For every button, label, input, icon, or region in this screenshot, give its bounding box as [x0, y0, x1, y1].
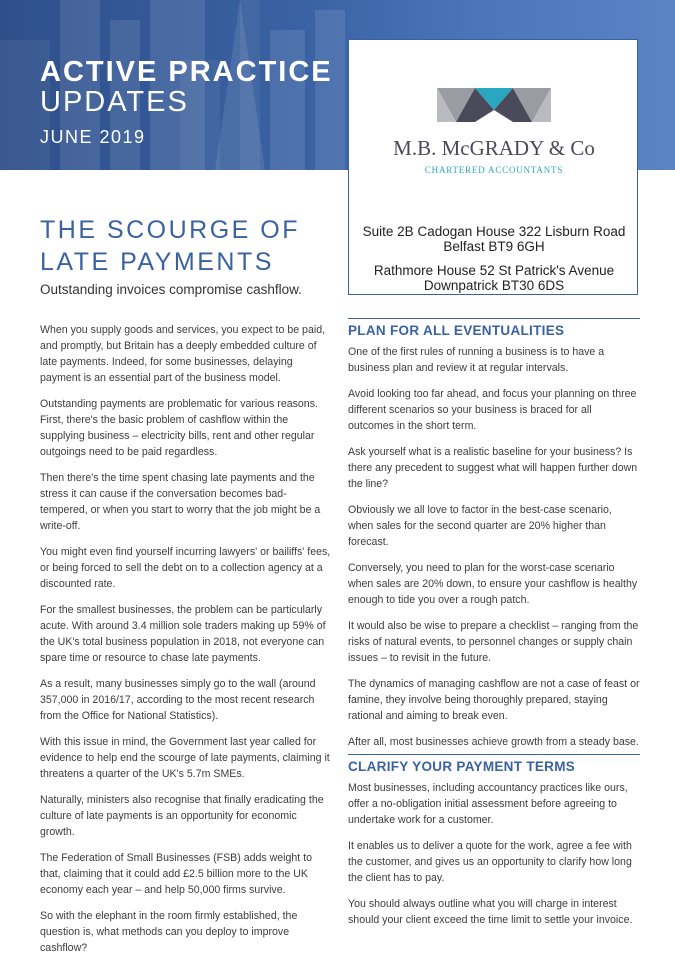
article-title-line: LATE PAYMENTS — [40, 248, 274, 276]
firm-logo-icon — [437, 88, 551, 122]
address-line: Rathmore House 52 St Patrick's Avenue — [373, 263, 615, 278]
paragraph: Outstanding payments are problematic for various reasons. First, there's the basic problem of cashflow within the supplying business – electricity bills, rent and other regular outgoings need to be paid regardless. — [40, 398, 318, 458]
article-subtitle: Outstanding invoices compromise cashflow. — [40, 282, 302, 297]
newsletter-title-line2: UPDATES — [40, 86, 189, 118]
section-heading: PLAN FOR ALL EVENTUALITIES — [348, 318, 640, 338]
paragraph: You might even find yourself incurring lawyers' or bailiffs' fees, or being forced to sell the debt on to a collection agency at a discounted rate. — [40, 546, 331, 590]
paragraph: Most businesses, including accountancy practices like ours, offer a no-obligation initial assessment before agreeing to undertake work for a customer. — [348, 782, 628, 826]
article-title-line: THE SCOURGE OF — [40, 216, 301, 244]
paragraph: Avoid looking too far ahead, and focus your planning on three different scenarios so your business is braced for all outcomes in the short term. — [348, 388, 637, 432]
paragraph: With this issue in mind, the Government last year called for evidence to help end the scourge of late payments, claiming it threatens a quarter of the UK's 5.7m SMEs. — [40, 736, 330, 780]
newsletter-title: ACTIVE PRACTICE — [40, 56, 333, 88]
firm-name: M.B. McGRADY & Co — [393, 136, 595, 160]
paragraph: The Federation of Small Businesses (FSB) adds weight to that, claiming that it could add £2.5 billion more to the UK economy each year – and help 50,000 firms survive. — [40, 852, 313, 896]
article-body — [40, 322, 333, 966]
issue-date: JUNE 2019 — [40, 127, 146, 147]
address-belfast — [349, 224, 639, 254]
article-title — [40, 214, 300, 278]
paragraph: It enables us to deliver a quote for the work, agree a fee with the customer, and gives us an opportunity to clarify how long the client has to pay. — [348, 840, 632, 884]
section-heading: CLARIFY YOUR PAYMENT TERMS — [348, 754, 640, 774]
paragraph: As a result, many businesses simply go to the wall (around 357,000 in 2016/17, according to the most recent research from the Office for National Statistics). — [40, 678, 316, 722]
paragraph: It would also be wise to prepare a checklist – ranging from the risks of natural events, to personnel changes or supply chain issues – to revisit in the future. — [348, 620, 639, 664]
paragraph: The dynamics of managing cashflow are not a case of feast or famine, they involve being thoroughly prepared, staying rational and aiming to break even. — [348, 678, 640, 722]
firm-subtitle: CHARTERED ACCOUNTANTS — [424, 165, 564, 175]
paragraph: One of the first rules of running a business is to have a business plan and review it at regular intervals. — [348, 346, 605, 374]
address-line: Belfast BT9 6GH — [443, 239, 545, 254]
paragraph: Obviously we all love to factor in the best-case scenario, when sales for the second quarter are 20% higher than forecast. — [348, 504, 612, 548]
address-line: Suite 2B Cadogan House 322 Lisburn Road — [362, 224, 626, 239]
paragraph: Conversely, you need to plan for the worst-case scenario when sales are 20% down, to ensure your cashflow is healthy enough to tide you over a rough patch. — [348, 562, 638, 606]
paragraph: Naturally, ministers also recognise that finally eradicating the culture of late payments is an opportunity for economic growth. — [40, 794, 324, 838]
sidebar-column — [348, 318, 640, 938]
paragraph: For the smallest businesses, the problem can be particularly acute. With around 3.4 million sole traders making up 59% of the UK's total business population in 2018, not everyone can spare time or resource to chase late payments. — [40, 604, 326, 664]
paragraph: You should always outline what you will charge in interest should your client exceed the time limit to settle your invoice. — [348, 898, 633, 926]
paragraph: After all, most businesses achieve growth from a steady base. — [348, 736, 639, 748]
firm-info-box — [348, 39, 638, 295]
paragraph: Ask yourself what is a realistic baseline for your business? Is there any precedent to suggest what will happen further down the line? — [348, 446, 638, 490]
paragraph: Then there's the time spent chasing late payments and the stress it can cause if the conversation becomes bad-tempered, or when you start to worry that the job might be a write-off. — [40, 472, 321, 532]
paragraph: So with the elephant in the room firmly established, the question is, what methods can you deploy to improve cashflow? — [40, 910, 298, 954]
paragraph: When you supply goods and services, you expect to be paid, and promptly, but Britain has a deeply embedded culture of late payments. Indeed, for some businesses, delaying payment is an essential part of the business model. — [40, 324, 326, 384]
address-line: Downpatrick BT30 6DS — [423, 278, 565, 293]
address-downpatrick — [349, 263, 639, 293]
